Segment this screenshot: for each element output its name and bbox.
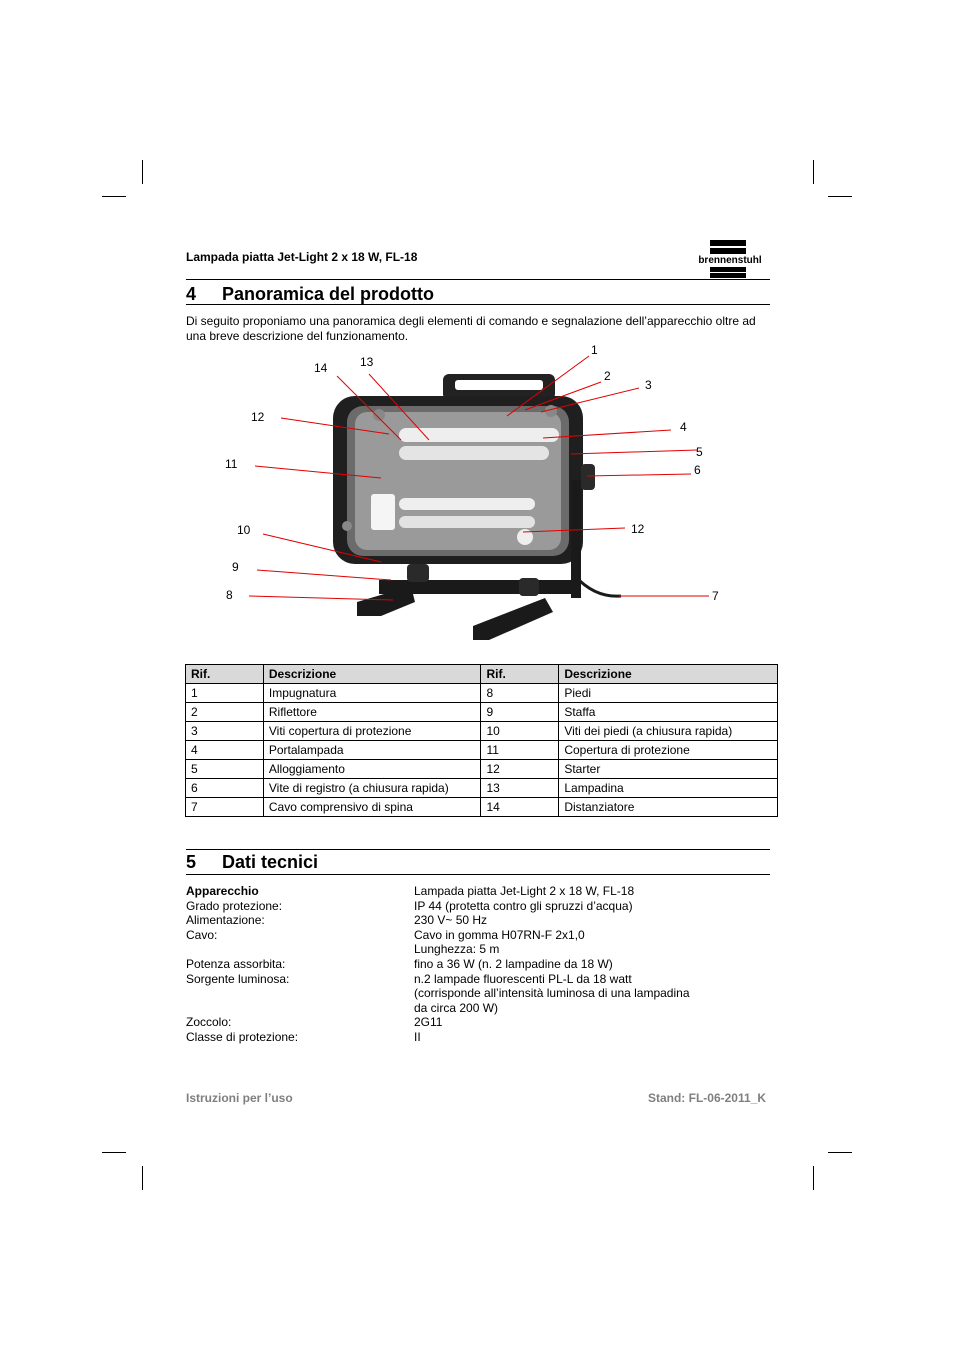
crop-mark — [813, 1166, 814, 1190]
spec-row — [186, 1001, 774, 1016]
header-rule — [186, 279, 770, 280]
table-header-row — [186, 665, 778, 684]
table-cell: Alloggiamento — [263, 760, 481, 779]
crop-mark — [813, 160, 814, 184]
spec-row — [186, 913, 774, 928]
table-cell: 12 — [481, 760, 559, 779]
spec-row — [186, 1030, 774, 1045]
section-number: 4 — [186, 284, 197, 304]
table-cell: 9 — [481, 703, 559, 722]
column-header: Rif. — [481, 665, 559, 684]
table-row — [186, 684, 778, 703]
table-row — [186, 798, 778, 817]
spec-label: Classe di protezione: — [186, 1029, 299, 1044]
table-cell: 8 — [481, 684, 559, 703]
footer-right: Stand: FL-06-2011_K — [647, 1091, 766, 1105]
reference-table — [185, 664, 778, 817]
callout-3: 3 — [645, 378, 652, 392]
table-row — [186, 741, 778, 760]
table-cell: 6 — [186, 779, 264, 798]
table-cell: 7 — [186, 798, 264, 817]
table-cell: 5 — [186, 760, 264, 779]
table-cell: Distanziatore — [559, 798, 778, 817]
table-cell: 13 — [481, 779, 559, 798]
spec-row — [186, 972, 774, 987]
footer-left: Istruzioni per l’uso — [186, 1091, 293, 1105]
section-4-heading — [186, 284, 434, 305]
table-cell: Cavo comprensivo di spina — [263, 798, 481, 817]
section-5-heading — [186, 852, 318, 873]
column-header: Rif. — [186, 665, 264, 684]
table-row — [186, 760, 778, 779]
callout-8: 8 — [226, 588, 233, 602]
table-cell: 1 — [186, 684, 264, 703]
spec-label — [186, 942, 414, 957]
section-title: Dati tecnici — [222, 852, 319, 872]
column-header: Descrizione — [263, 665, 481, 684]
table-cell: 4 — [186, 741, 264, 760]
callout-4: 4 — [680, 420, 687, 434]
spec-value: da circa 200 W) — [414, 1000, 499, 1015]
table-cell: Viti copertura di protezione — [263, 722, 481, 741]
spec-label: Alimentazione: — [186, 913, 265, 928]
spec-list — [186, 884, 774, 1045]
section-title: Panoramica del prodotto — [222, 284, 435, 304]
table-row — [186, 722, 778, 741]
spec-row — [186, 899, 774, 914]
callout-13: 13 — [360, 355, 374, 369]
brennenstuhl-logo — [692, 239, 770, 279]
spec-label: Grado protezione: — [186, 898, 283, 913]
table-cell: Portalampada — [263, 741, 481, 760]
table-cell: 14 — [481, 798, 559, 817]
table-cell: Staffa — [559, 703, 778, 722]
spec-label: Potenza assorbita: — [186, 956, 286, 971]
column-header: Descrizione — [559, 665, 778, 684]
callout-5: 5 — [696, 445, 703, 459]
crop-mark — [102, 196, 126, 197]
section-number: 5 — [186, 852, 197, 872]
callout-6: 6 — [694, 463, 701, 477]
crop-mark — [828, 1152, 852, 1153]
document-title: Lampada piatta Jet-Light 2 x 18 W, FL-18 — [186, 250, 418, 264]
spec-row — [186, 942, 774, 957]
table-cell: Lampadina — [559, 779, 778, 798]
spec-label: Apparecchio — [186, 884, 259, 898]
spec-value: 230 V~ 50 Hz — [414, 913, 488, 928]
table-cell: 3 — [186, 722, 264, 741]
spec-label — [186, 986, 414, 1001]
section-rule — [186, 874, 770, 875]
table-cell: Riflettore — [263, 703, 481, 722]
section-rule — [186, 304, 770, 305]
logo-text: brennenstuhl — [698, 255, 762, 266]
spec-value: II — [414, 1029, 421, 1044]
table-cell: Viti dei piedi (a chiusura rapida) — [559, 722, 778, 741]
table-row — [186, 703, 778, 722]
spec-value: Lampada piatta Jet-Light 2 x 18 W, FL-18 — [414, 884, 635, 898]
spec-label — [186, 1001, 414, 1016]
crop-mark — [142, 160, 143, 184]
callout-10: 10 — [237, 523, 251, 537]
spec-value: (corrisponde all’intensità luminosa di una lampadina — [414, 986, 690, 1001]
intro-paragraph: Di seguito proponiamo una panoramica degli elementi di comando e segnalazione dell’apparecchio oltre ad una breve descrizione del funzionamento. — [186, 314, 756, 343]
callout-1: 1 — [591, 343, 598, 357]
table-cell: Copertura di protezione — [559, 741, 778, 760]
section-rule — [186, 849, 770, 850]
crop-mark — [102, 1152, 126, 1153]
spec-label: Cavo: — [186, 927, 218, 942]
table-cell: Starter — [559, 760, 778, 779]
spec-value: Cavo in gomma H07RN-F 2x1,0 — [414, 927, 585, 942]
spec-value: fino a 36 W (n. 2 lampadine da 18 W) — [414, 956, 613, 971]
spec-row — [186, 986, 774, 1001]
product-illustration — [185, 340, 775, 660]
table-cell: Piedi — [559, 684, 778, 703]
spec-value: Lunghezza: 5 m — [414, 942, 500, 957]
spec-row — [186, 884, 774, 899]
table-cell: 10 — [481, 722, 559, 741]
callout-12: 12 — [251, 410, 265, 424]
callout-9: 9 — [232, 560, 239, 574]
spec-row — [186, 957, 774, 972]
spec-label: Sorgente luminosa: — [186, 971, 290, 986]
callout-14: 14 — [314, 361, 328, 375]
crop-mark — [828, 196, 852, 197]
table-cell: 11 — [481, 741, 559, 760]
table-cell: 2 — [186, 703, 264, 722]
table-row — [186, 779, 778, 798]
spec-label: Zoccolo: — [186, 1015, 232, 1030]
crop-mark — [142, 1166, 143, 1190]
spec-value: 2G11 — [414, 1015, 443, 1030]
callout-7: 7 — [712, 589, 719, 603]
spec-value: IP 44 (protetta contro gli spruzzi d’acqua) — [414, 898, 633, 913]
callout-12: 12 — [631, 522, 645, 536]
spec-row — [186, 928, 774, 943]
spec-row — [186, 1015, 774, 1030]
spec-value: n.2 lampade fluorescenti PL-L da 18 watt — [414, 971, 632, 986]
callout-2: 2 — [604, 369, 611, 383]
callout-11: 11 — [225, 457, 238, 471]
table-cell: Impugnatura — [263, 684, 481, 703]
table-cell: Vite di registro (a chiusura rapida) — [263, 779, 481, 798]
